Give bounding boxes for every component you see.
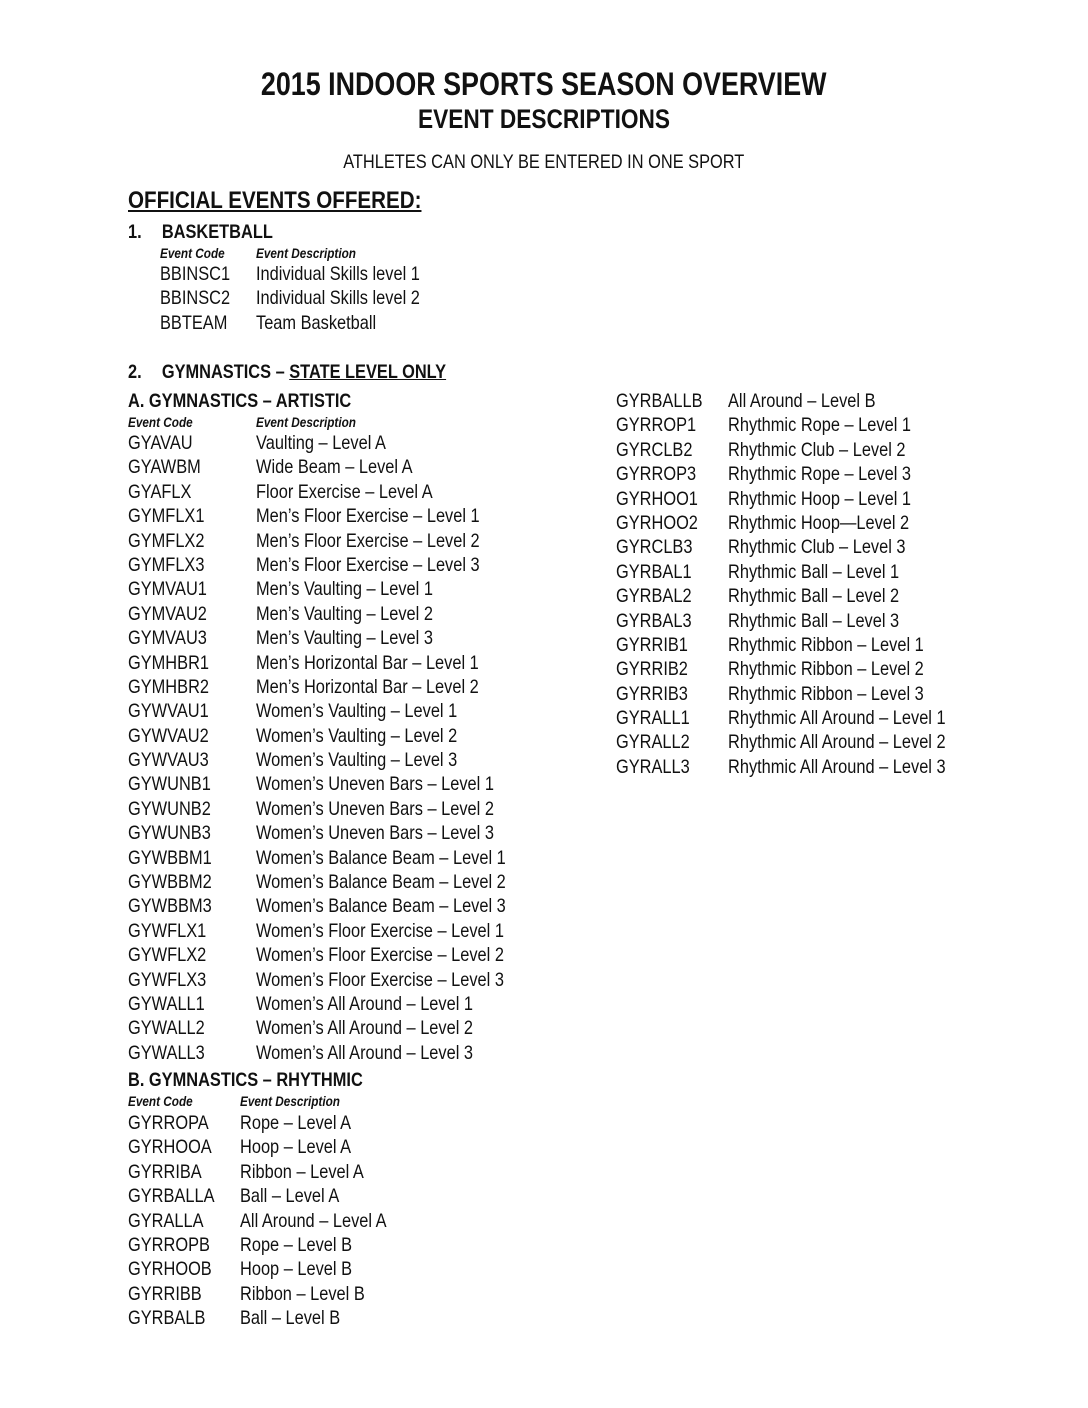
event-code: GYWBBM2 xyxy=(128,871,212,894)
event-code: GYWBBM3 xyxy=(128,895,212,918)
event-code: GYMFLX3 xyxy=(128,553,205,576)
event-description: Women’s All Around – Level 2 xyxy=(256,1017,474,1040)
event-code: GYWALL3 xyxy=(128,1041,205,1064)
gymnastics-state-level: STATE LEVEL ONLY xyxy=(289,361,447,383)
event-code: GYMVAU2 xyxy=(128,602,207,625)
page-title-text: 2015 INDOOR SPORTS SEASON OVERVIEW xyxy=(261,66,827,102)
event-description: Rhythmic Ball – Level 1 xyxy=(728,560,900,583)
event-code: GYRHOOB xyxy=(128,1258,212,1281)
basketball-heading xyxy=(128,221,273,244)
official-events-heading: OFFICIAL EVENTS OFFERED: xyxy=(128,187,422,214)
event-code: GYRHOOA xyxy=(128,1136,212,1159)
gymnastics-name: GYMNASTICS – xyxy=(161,361,290,383)
event-description: Women’s Vaulting – Level 1 xyxy=(256,700,458,723)
event-description: Rhythmic Club – Level 2 xyxy=(728,438,906,461)
gymnastics-heading xyxy=(128,361,446,384)
event-code: GYWFLX3 xyxy=(128,968,207,991)
event-description: Team Basketball xyxy=(256,311,377,334)
event-description: Men’s Floor Exercise – Level 2 xyxy=(256,529,480,552)
event-description: Women’s Floor Exercise – Level 2 xyxy=(256,944,504,967)
artistic-col-code: Event Code xyxy=(128,414,193,430)
event-code: GYRROP1 xyxy=(616,414,697,437)
event-description: Women’s Balance Beam – Level 1 xyxy=(256,846,506,869)
event-code: GYWBBM1 xyxy=(128,846,212,869)
event-code: GYMHBR1 xyxy=(128,651,210,674)
event-code: GYRHOO2 xyxy=(616,511,698,534)
event-description: Men’s Vaulting – Level 1 xyxy=(256,578,433,601)
event-code: GYRRIB2 xyxy=(616,658,688,681)
rhythmic-col-desc: Event Description xyxy=(240,1093,340,1109)
event-code: BBINSC2 xyxy=(160,287,231,310)
event-code: GYMVAU3 xyxy=(128,627,207,650)
event-code: GYAFLX xyxy=(128,480,192,503)
event-description: Rhythmic All Around – Level 1 xyxy=(728,707,946,730)
event-code: GYMFLX2 xyxy=(128,529,205,552)
event-description: Men’s Horizontal Bar – Level 2 xyxy=(256,675,479,698)
event-code: GYRHOO1 xyxy=(616,487,698,510)
event-code: GYRBAL1 xyxy=(616,560,692,583)
event-description: Rhythmic Hoop—Level 2 xyxy=(728,511,910,534)
event-description: Ball – Level B xyxy=(240,1307,341,1330)
event-description: Women’s Uneven Bars – Level 3 xyxy=(256,822,494,845)
event-code: BBTEAM xyxy=(160,311,228,334)
event-description: Rhythmic Ball – Level 2 xyxy=(728,585,900,608)
event-code: GYRRIBB xyxy=(128,1282,202,1305)
event-code: GYWFLX2 xyxy=(128,944,207,967)
event-description: Rhythmic Ball – Level 3 xyxy=(728,609,900,632)
event-description: Women’s Balance Beam – Level 2 xyxy=(256,871,506,894)
event-description: Floor Exercise – Level A xyxy=(256,480,433,503)
event-description: Women’s Balance Beam – Level 3 xyxy=(256,895,506,918)
event-description: Ribbon – Level B xyxy=(240,1282,365,1305)
entry-note-text: ATHLETES CAN ONLY BE ENTERED IN ONE SPORT xyxy=(343,151,745,173)
event-code: GYWALL2 xyxy=(128,1017,205,1040)
artistic-col-desc: Event Description xyxy=(256,414,356,430)
event-code: GYWVAU2 xyxy=(128,724,209,747)
page-title xyxy=(0,66,1088,103)
event-description: Women’s Uneven Bars – Level 1 xyxy=(256,773,494,796)
event-code: GYRRIBA xyxy=(128,1160,202,1183)
event-code: GYRALLA xyxy=(128,1209,204,1232)
event-code: GYRRIB1 xyxy=(616,633,688,656)
gymnastics-number: 2. xyxy=(128,361,142,383)
event-description: Men’s Vaulting – Level 3 xyxy=(256,627,433,650)
event-description: Rhythmic Club – Level 3 xyxy=(728,536,906,559)
event-code: GYRROPB xyxy=(128,1233,210,1256)
event-code: GYRROPA xyxy=(128,1112,209,1134)
event-code: GYRROP3 xyxy=(616,463,697,486)
event-description: Individual Skills level 1 xyxy=(256,263,420,285)
event-code: GYRCLB3 xyxy=(616,536,693,559)
event-description: Rhythmic Hoop – Level 1 xyxy=(728,487,912,510)
event-code: GYWALL1 xyxy=(128,992,205,1015)
event-description: Rhythmic Ribbon – Level 1 xyxy=(728,633,924,656)
event-description: Rhythmic Rope – Level 3 xyxy=(728,463,912,486)
event-code: GYRBALLA xyxy=(128,1185,215,1208)
event-code: GYAVAU xyxy=(128,432,193,454)
event-description: Individual Skills level 2 xyxy=(256,287,420,310)
event-description: Rhythmic Ribbon – Level 2 xyxy=(728,658,924,681)
event-description: Women’s Floor Exercise – Level 3 xyxy=(256,968,504,991)
event-code: GYRALL2 xyxy=(616,731,690,754)
event-code: GYRBAL2 xyxy=(616,585,692,608)
event-code: GYRRIB3 xyxy=(616,682,688,705)
event-description: Vaulting – Level A xyxy=(256,432,386,454)
event-description: All Around – Level A xyxy=(240,1209,387,1232)
event-description: Women’s Vaulting – Level 2 xyxy=(256,724,458,747)
event-description: Women’s All Around – Level 3 xyxy=(256,1041,474,1064)
event-code: GYWUNB1 xyxy=(128,773,211,796)
event-description: Men’s Horizontal Bar – Level 1 xyxy=(256,651,479,674)
event-code: GYMFLX1 xyxy=(128,505,205,528)
event-code: GYWFLX1 xyxy=(128,919,207,942)
basketball-name: BASKETBALL xyxy=(161,221,273,243)
event-code: GYWUNB2 xyxy=(128,797,211,820)
event-code: GYRALL3 xyxy=(616,755,690,778)
event-description: Rope – Level B xyxy=(240,1233,353,1256)
event-description: Hoop – Level B xyxy=(240,1258,353,1281)
event-description: Rhythmic All Around – Level 3 xyxy=(728,755,946,778)
event-description: Rope – Level A xyxy=(240,1112,352,1134)
basketball-col-desc: Event Description xyxy=(256,245,356,261)
event-code: GYWVAU1 xyxy=(128,700,209,723)
artistic-heading: A. GYMNASTICS – ARTISTIC xyxy=(128,390,352,412)
page-subtitle-text: EVENT DESCRIPTIONS xyxy=(417,104,671,134)
rhythmic-col-code: Event Code xyxy=(128,1093,193,1109)
event-description: Rhythmic Rope – Level 1 xyxy=(728,414,912,437)
event-code: GYWVAU3 xyxy=(128,749,209,772)
page-subtitle xyxy=(0,104,1088,135)
entry-note xyxy=(0,151,1088,174)
event-description: Women’s Floor Exercise – Level 1 xyxy=(256,919,504,942)
event-description: Women’s All Around – Level 1 xyxy=(256,992,474,1015)
rhythmic-heading: B. GYMNASTICS – RHYTHMIC xyxy=(128,1069,363,1091)
event-description: Rhythmic All Around – Level 2 xyxy=(728,731,946,754)
event-code: GYRBAL3 xyxy=(616,609,692,632)
event-description: Ribbon – Level A xyxy=(240,1160,364,1183)
event-code: GYAWBM xyxy=(128,456,201,479)
event-code: GYRBALLB xyxy=(616,390,703,412)
event-code: GYWUNB3 xyxy=(128,822,211,845)
event-description: Men’s Floor Exercise – Level 1 xyxy=(256,505,480,528)
basketball-number: 1. xyxy=(128,221,142,243)
event-description: Men’s Vaulting – Level 2 xyxy=(256,602,433,625)
event-description: Men’s Floor Exercise – Level 3 xyxy=(256,553,480,576)
event-code: GYRCLB2 xyxy=(616,438,693,461)
event-description: Ball – Level A xyxy=(240,1185,340,1208)
event-description: Hoop – Level A xyxy=(240,1136,352,1159)
basketball-col-code: Event Code xyxy=(160,245,225,261)
event-code: GYRBALB xyxy=(128,1307,206,1330)
event-code: GYMVAU1 xyxy=(128,578,207,601)
event-description: Women’s Vaulting – Level 3 xyxy=(256,749,458,772)
event-description: Women’s Uneven Bars – Level 2 xyxy=(256,797,494,820)
event-description: All Around – Level B xyxy=(728,390,876,412)
event-description: Wide Beam – Level A xyxy=(256,456,413,479)
event-code: GYMHBR2 xyxy=(128,675,210,698)
event-code: GYRALL1 xyxy=(616,707,690,730)
event-code: BBINSC1 xyxy=(160,263,231,285)
event-description: Rhythmic Ribbon – Level 3 xyxy=(728,682,924,705)
